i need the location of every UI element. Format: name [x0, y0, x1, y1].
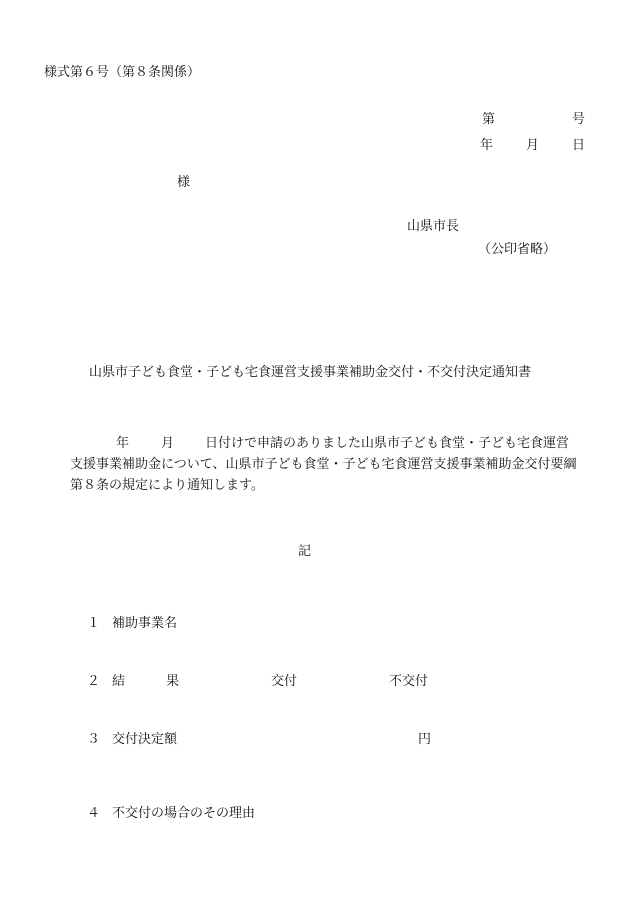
- form-number: 様式第６号（第８条関係）: [44, 65, 201, 80]
- item-4-label: 不交付の場合のその理由: [112, 806, 256, 821]
- doc-number-prefix: 第: [482, 112, 496, 127]
- item-4-number: ４: [87, 806, 101, 821]
- date-day: 日: [572, 138, 586, 153]
- item-3-label: 交付決定額: [112, 732, 178, 747]
- issuer-title: 山県市長: [407, 219, 460, 234]
- body-month: 月: [161, 436, 175, 451]
- item-3-number: ３: [87, 732, 101, 747]
- date-month: 月: [526, 138, 540, 153]
- ki-heading: 記: [298, 544, 312, 559]
- item-2-option-grant: 交付: [271, 674, 298, 689]
- seal-note: （公印省略）: [478, 242, 557, 257]
- item-2-number: ２: [87, 674, 101, 689]
- date-year: 年: [480, 138, 494, 153]
- item-1-label: 補助事業名: [112, 616, 178, 631]
- doc-number-suffix: 号: [572, 112, 586, 127]
- item-2-label-a: 結: [112, 674, 126, 689]
- item-1-number: １: [87, 616, 101, 631]
- body-line-2: 支援事業補助金について、山県市子ども食堂・子ども宅食運営支援事業補助金交付要綱: [70, 457, 577, 472]
- document-title: 山県市子ども食堂・子ども宅食運営支援事業補助金交付・不交付決定通知書: [89, 365, 532, 380]
- body-rest: 日付けで申請のありました山県市子ども食堂・子ども宅食運営: [205, 436, 570, 451]
- item-2-option-reject: 不交付: [389, 674, 429, 689]
- item-3-unit: 円: [418, 732, 432, 747]
- item-2-label-b: 果: [166, 674, 180, 689]
- recipient-suffix: 様: [177, 175, 191, 190]
- body-line-3: 第８条の規定により通知します。: [70, 478, 264, 493]
- body-year: 年: [116, 436, 130, 451]
